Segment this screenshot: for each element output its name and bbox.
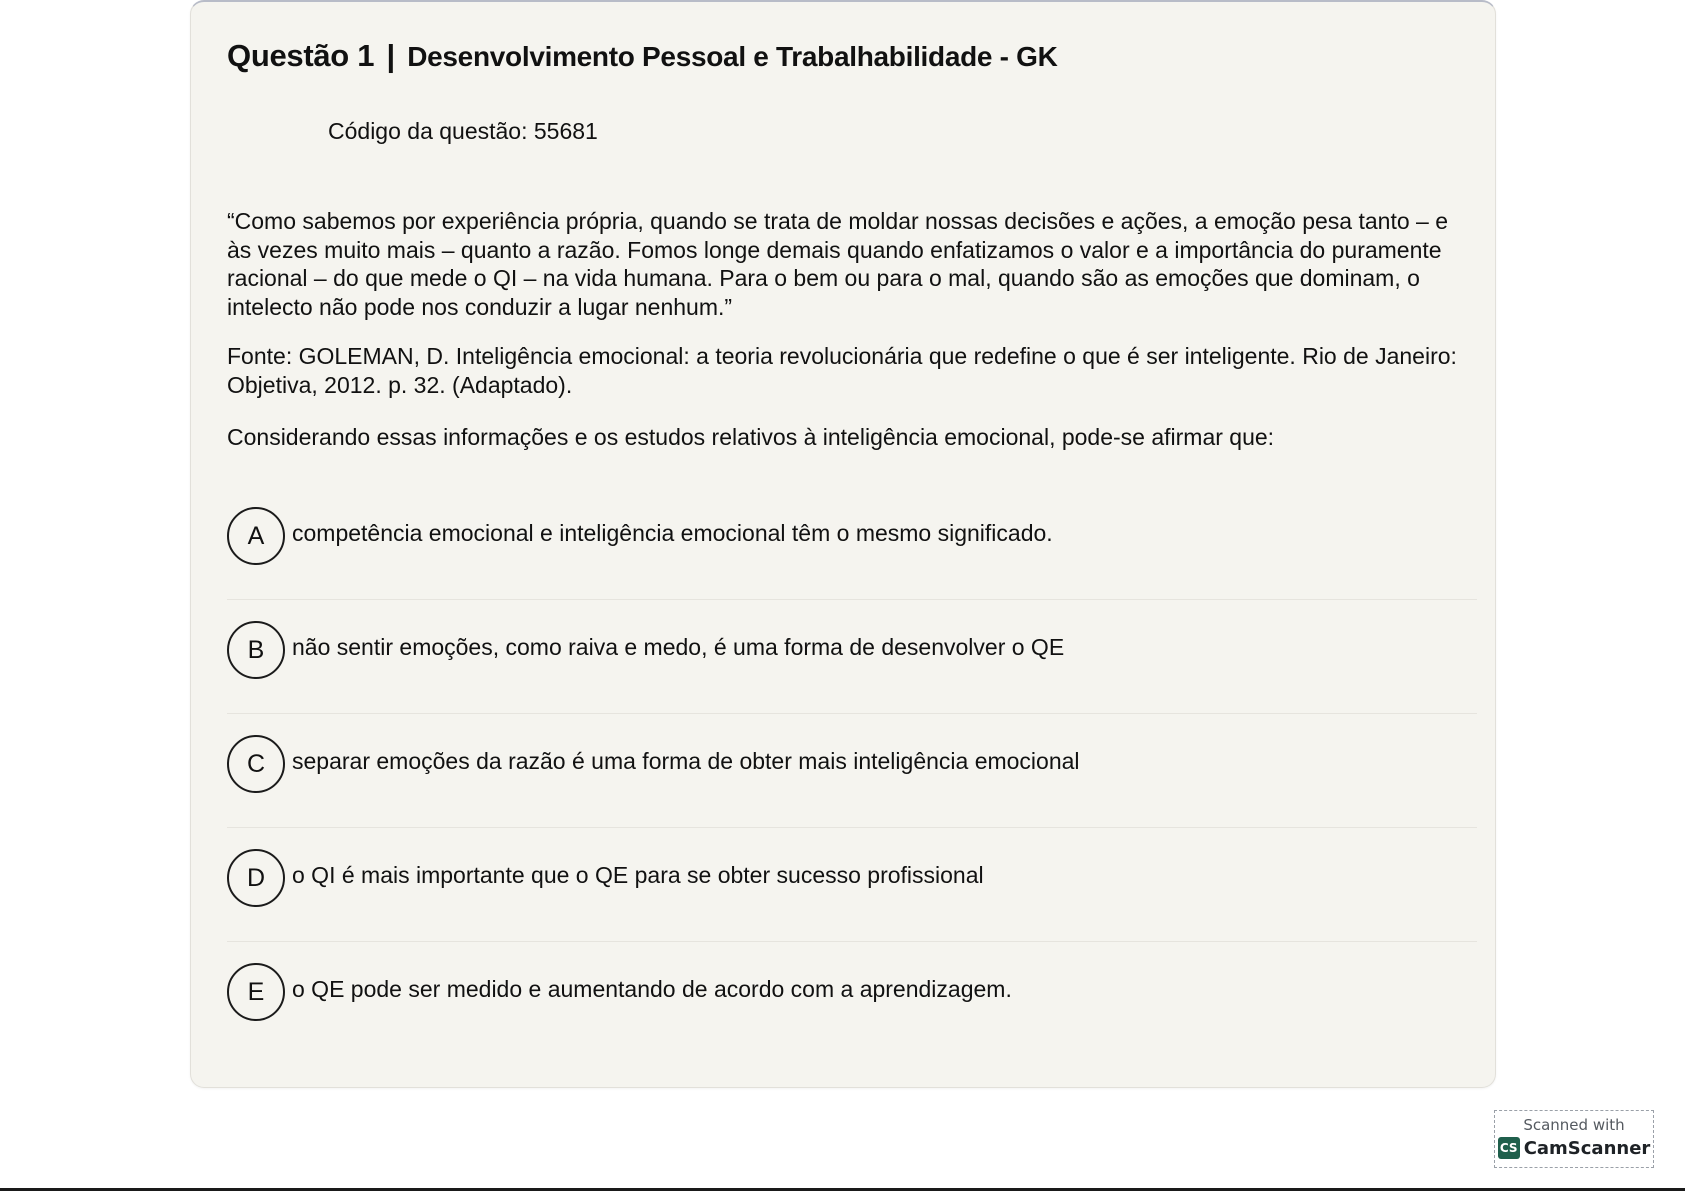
- option-text-d[interactable]: o QI é mais importante que o QE para se obter sucesso profissional: [292, 862, 984, 888]
- option-text-e[interactable]: o QE pode ser medido e aumentando de acordo com a aprendizagem.: [292, 976, 1012, 1002]
- question-card: [190, 0, 1496, 1088]
- option-e[interactable]: [227, 963, 1477, 1077]
- option-c[interactable]: [227, 735, 1477, 849]
- option-a[interactable]: [227, 507, 1477, 621]
- watermark-brand-row: [1495, 1137, 1653, 1159]
- question-number: Questão 1: [227, 38, 375, 73]
- option-letter-c[interactable]: C: [227, 735, 285, 793]
- option-b[interactable]: [227, 621, 1477, 735]
- watermark-caption: Scanned with: [1523, 1116, 1625, 1134]
- question-prompt: Considerando essas informações e os estudos relativos à inteligência emocional, pode-se afirmar que:: [227, 424, 1275, 450]
- answer-options: [227, 507, 1477, 1077]
- option-text-c[interactable]: separar emoções da razão é uma forma de obter mais inteligência emocional: [292, 748, 1080, 774]
- option-text-a[interactable]: competência emocional e inteligência emocional têm o mesmo significado.: [292, 520, 1053, 546]
- option-letter-a[interactable]: A: [227, 507, 285, 565]
- option-letter-e[interactable]: E: [227, 963, 285, 1021]
- question-title: [227, 38, 1058, 74]
- option-d[interactable]: [227, 849, 1477, 963]
- title-separator: |: [386, 38, 395, 73]
- option-text-b[interactable]: não sentir emoções, como raiva e medo, é uma forma de desenvolver o QE: [292, 634, 1065, 660]
- quote-source: Fonte: GOLEMAN, D. Inteligência emocional: a teoria revolucionária que redefine o que é ser inteligente. Rio de Janeiro: Objetiva, 2012. p. 32. (Adaptado).: [227, 343, 1457, 398]
- camscanner-watermark: [1494, 1110, 1654, 1168]
- question-code: Código da questão: 55681: [328, 118, 598, 144]
- option-letter-d[interactable]: D: [227, 849, 285, 907]
- watermark-brand: CamScanner: [1523, 1137, 1651, 1159]
- option-letter-b[interactable]: B: [227, 621, 285, 679]
- camscanner-logo-icon: CS: [1498, 1137, 1520, 1159]
- subject-name: Desenvolvimento Pessoal e Trabalhabilidade - GK: [407, 41, 1058, 72]
- question-quote: “Como sabemos por experiência própria, quando se trata de moldar nossas decisões e ações, a emoção pesa tanto – e às vezes muito mais – quanto a razão. Fomos longe demais quando enfatizamos o valor e a importância do puramente racional – do que mede o QI – na vida humana. Para o bem ou para o mal, quando são as emoções que dominam, o intelecto não pode nos conduzir a lugar nenhum.”: [227, 208, 1448, 320]
